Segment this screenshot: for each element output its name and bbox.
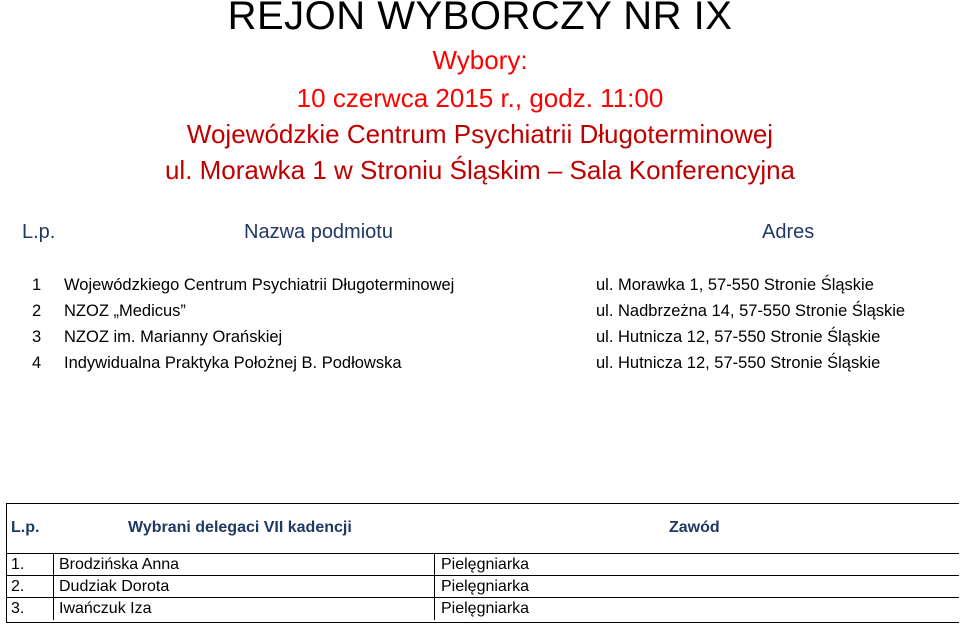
entity-name: NZOZ im. Marianny Orańskiej	[64, 328, 283, 346]
table-row	[7, 598, 959, 620]
entity-name: NZOZ „Medicus”	[64, 302, 186, 320]
delegates-table-header	[7, 504, 959, 554]
row-number: 2.	[11, 578, 25, 595]
entities-table	[0, 272, 960, 376]
entities-header-address: Adres	[762, 221, 815, 243]
entities-header-lp: L.p.	[22, 221, 56, 243]
delegates-header-job: Zawód	[669, 519, 720, 536]
delegate-name: Iwańczuk Iza	[59, 600, 152, 617]
venue-address: ul. Morawka 1 w Stroniu Śląskim – Sala Konferencyjna	[164, 155, 796, 185]
delegate-profession: Pielęgniarka	[441, 578, 530, 595]
venue-name: Wojewódzkie Centrum Psychiatrii Długoterminowej	[186, 119, 774, 149]
table-row	[7, 576, 959, 598]
entity-address: ul. Hutnicza 12, 57-550 Stronie Śląskie	[596, 354, 881, 372]
delegate-name: Dudziak Dorota	[59, 578, 170, 595]
row-number: 4	[32, 354, 42, 372]
election-date: 10 czerwca 2015 r., godz. 11:00	[296, 83, 664, 113]
table-row	[0, 298, 960, 324]
column-divider	[434, 554, 435, 575]
column-divider	[53, 554, 54, 575]
table-row	[0, 350, 960, 376]
column-divider	[434, 598, 435, 620]
entity-address: ul. Nadbrzeżna 14, 57-550 Stronie Śląskie	[596, 302, 906, 320]
delegate-name: Brodzińska Anna	[59, 556, 180, 573]
column-divider	[434, 576, 435, 597]
row-number: 3	[32, 328, 42, 346]
entity-address: ul. Hutnicza 12, 57-550 Stronie Śląskie	[596, 328, 881, 346]
table-row	[0, 272, 960, 298]
entity-name: Indywidualna Praktyka Położnej B. Podłowska	[64, 354, 402, 372]
entities-header-name: Nazwa podmiotu	[244, 221, 393, 243]
row-number: 2	[32, 302, 42, 320]
entity-address: ul. Morawka 1, 57-550 Stronie Śląskie	[596, 276, 874, 294]
row-number: 3.	[11, 600, 25, 617]
column-divider	[53, 576, 54, 597]
row-number: 1	[32, 276, 42, 294]
entity-name: Wojewódzkiego Centrum Psychiatrii Długoterminowej	[64, 276, 455, 294]
delegates-header-lp: L.p.	[11, 519, 40, 536]
column-divider	[53, 598, 54, 620]
table-row	[0, 324, 960, 350]
delegates-rows	[7, 554, 959, 620]
delegate-profession: Pielęgniarka	[441, 600, 530, 617]
delegates-header-name: Wybrani delegaci VII kadencji	[128, 519, 352, 536]
delegate-profession: Pielęgniarka	[441, 556, 530, 573]
delegates-table	[6, 503, 959, 623]
page-title: REJON WYBORCZY NR IX	[227, 0, 733, 38]
elections-label: Wybory:	[432, 45, 528, 75]
table-row	[7, 554, 959, 576]
row-number: 1.	[11, 556, 25, 573]
